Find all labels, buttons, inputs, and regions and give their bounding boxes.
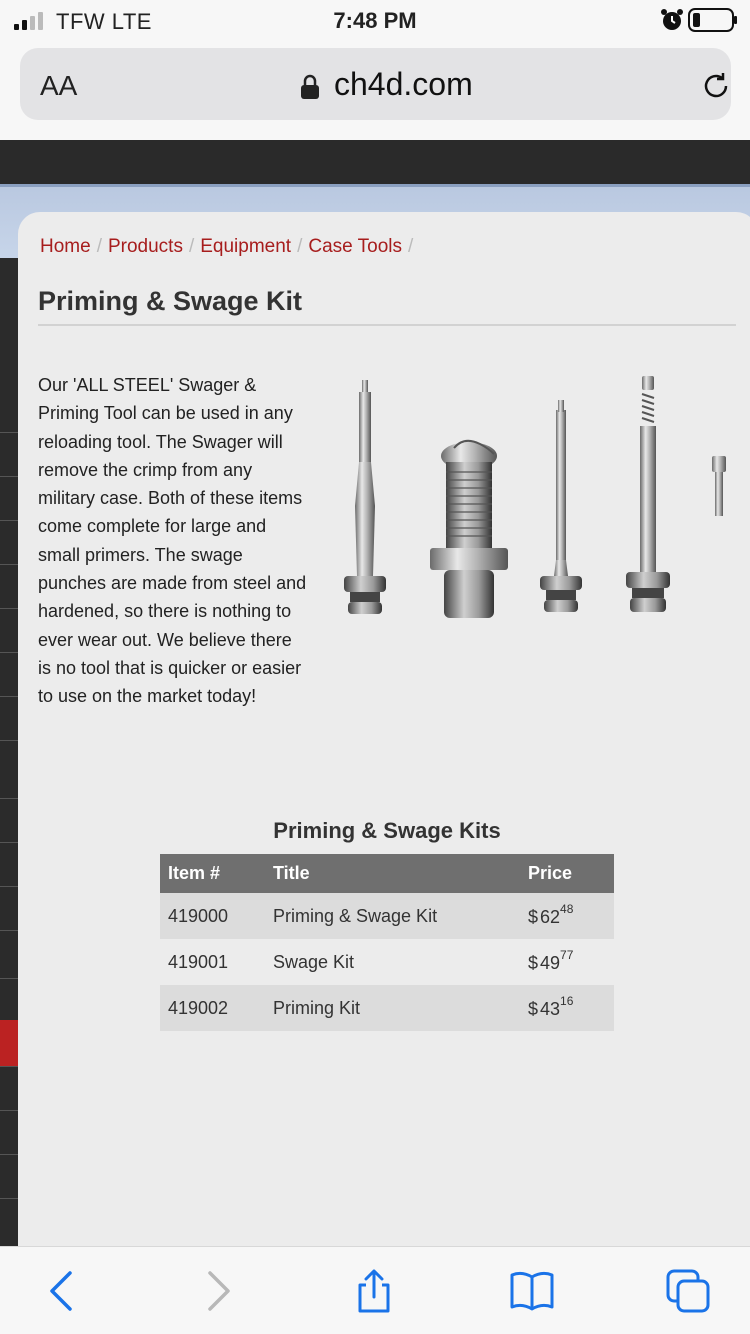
banner-strip <box>0 184 750 187</box>
kits-table <box>160 854 614 1031</box>
breadcrumb-equipment[interactable]: Equipment <box>200 236 292 257</box>
swage-punch-medium <box>540 400 582 612</box>
priming-die <box>430 441 508 618</box>
breadcrumb: Home / Products / Equipment / Case Tools / <box>40 236 414 257</box>
breadcrumb-home[interactable]: Home <box>40 236 91 257</box>
browser-toolbar <box>0 1246 750 1334</box>
item-title[interactable]: Priming Kit <box>265 985 520 1031</box>
text-size-button[interactable]: AA <box>40 70 78 101</box>
table-row[interactable] <box>160 893 614 939</box>
bookmarks-icon[interactable] <box>508 1269 556 1313</box>
column-header-price: Price <box>520 854 614 893</box>
breadcrumb-products[interactable]: Products <box>107 236 183 257</box>
column-header-title: Title <box>265 854 520 893</box>
primer-pin <box>712 456 726 516</box>
carrier-label: TFW LTE <box>56 9 152 34</box>
column-header-item: Item # <box>160 854 265 893</box>
browser-top-bar <box>0 40 750 140</box>
forward-icon[interactable] <box>194 1269 242 1313</box>
lock-icon <box>300 74 320 100</box>
item-number: 419000 <box>160 893 265 939</box>
kits-table-heading: Priming & Swage Kits <box>273 818 501 843</box>
product-image[interactable] <box>334 376 744 626</box>
table-header-row <box>160 854 614 893</box>
status-bar <box>0 0 750 40</box>
item-title[interactable]: Priming & Swage Kit <box>265 893 520 939</box>
priming-punch <box>626 376 670 612</box>
battery-icon <box>688 8 738 32</box>
item-number: 419002 <box>160 985 265 1031</box>
alarm-icon <box>660 8 684 32</box>
share-icon[interactable] <box>350 1269 398 1313</box>
product-description: Our 'ALL STEEL' Swager & Priming Tool can be used in any reloading tool. The Swager will remove the crimp from any military case. Both of these items come complete for large and small primers. The swage punches are made from steel and hardened, so there is nothing to ever wear out. We believe there is no tool that is quicker or easier to use on the market today! <box>38 375 307 707</box>
tabs-icon[interactable] <box>664 1269 712 1313</box>
content-card <box>18 212 750 1252</box>
clock: 7:48 PM <box>333 8 417 33</box>
breadcrumb-case-tools[interactable]: Case Tools <box>308 236 403 257</box>
item-price: $ $62^{48}$ <box>520 893 614 939</box>
side-menu-edge[interactable] <box>0 258 18 1248</box>
table-row[interactable] <box>160 985 614 1031</box>
side-menu-active-item[interactable] <box>0 1020 18 1066</box>
url-text[interactable]: ch4d.com <box>334 66 473 102</box>
item-price: $ $49^{77}$ <box>520 939 614 985</box>
site-header <box>0 140 750 184</box>
back-icon[interactable] <box>38 1269 86 1313</box>
page-title: Priming & Swage Kit <box>38 286 303 316</box>
address-bar[interactable] <box>20 48 731 120</box>
item-price: $ $43^{16}$ <box>520 985 614 1031</box>
item-number: 419001 <box>160 939 265 985</box>
item-title[interactable]: Swage Kit <box>265 939 520 985</box>
title-divider <box>38 324 736 326</box>
reload-icon[interactable] <box>700 70 732 102</box>
swage-punch-large <box>344 380 386 614</box>
table-row[interactable] <box>160 939 614 985</box>
